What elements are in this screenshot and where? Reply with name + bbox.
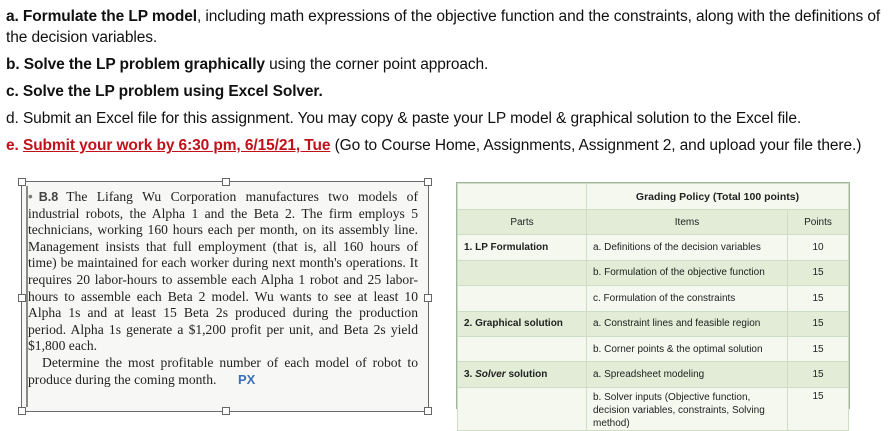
col-header-items: Items <box>587 210 788 235</box>
points-cell: 15 <box>788 387 849 430</box>
problem-text <box>28 189 418 390</box>
task-d-heading: d. <box>6 110 19 127</box>
table-row <box>458 260 849 285</box>
part-suffix: solution <box>505 369 548 381</box>
item-cell: a. Spreadsheet modeling <box>587 362 788 387</box>
resize-handle-left[interactable] <box>18 294 26 302</box>
px-icon <box>224 372 260 391</box>
points-cell: 15 <box>788 362 849 387</box>
resize-handle-bottom-left[interactable] <box>18 407 26 415</box>
task-e <box>6 135 884 156</box>
col-header-points: Points <box>788 210 849 235</box>
item-cell: a. Constraint lines and feasible region <box>587 311 788 336</box>
part-cell <box>458 362 587 387</box>
part-cell: 1. LP Formulation <box>458 235 587 260</box>
points-cell: 15 <box>788 311 849 336</box>
assignment-instructions <box>6 6 884 162</box>
part-prefix: 3. <box>464 369 476 381</box>
points-cell: 15 <box>788 260 849 285</box>
resize-handle-top-right[interactable] <box>424 178 432 186</box>
item-cell: c. Formulation of the constraints <box>587 286 788 311</box>
task-b-text: using the corner point approach. <box>264 56 489 73</box>
item-cell: b. Solver inputs (Objective function, decision variables, constraints, Solving method) <box>587 387 788 430</box>
points-cell: 15 <box>788 286 849 311</box>
points-cell: 15 <box>788 336 849 361</box>
problem-question-line <box>28 355 418 390</box>
item-cell: b. Formulation of the objective function <box>587 260 788 285</box>
table-row <box>458 311 849 336</box>
problem-image[interactable] <box>21 181 429 412</box>
task-a <box>6 6 884 48</box>
task-d <box>6 108 884 129</box>
problem-number: B.8 <box>38 190 59 204</box>
task-c <box>6 81 884 102</box>
part-solver: Solver <box>475 369 506 381</box>
task-e-heading: e. <box>6 137 19 154</box>
resize-handle-right[interactable] <box>424 294 432 302</box>
resize-handle-bottom-right[interactable] <box>424 407 432 415</box>
table-row <box>458 235 849 260</box>
table-row <box>458 362 849 387</box>
problem-question: Determine the most profitable number of each model of robot to produce during the coming month. <box>28 354 418 387</box>
task-a-heading: a. Formulate the LP model <box>6 8 198 25</box>
resize-handle-top[interactable] <box>222 178 230 186</box>
points-cell: 10 <box>788 235 849 260</box>
task-d-text: Submit an Excel file for this assignment. You may copy & paste your LP model & graphical solution to the Excel file. <box>18 110 802 127</box>
part-cell <box>458 336 587 361</box>
resize-handle-bottom[interactable] <box>222 407 230 415</box>
col-header-parts: Parts <box>458 210 587 235</box>
task-a-text: , including math expressions of the objective function and the constraints, along with the definitions of the decision variables. <box>6 8 881 46</box>
part-cell: 2. Graphical solution <box>458 311 587 336</box>
corner-cell <box>458 184 587 210</box>
task-c-heading: c. Solve the LP problem using Excel Solver. <box>6 83 323 100</box>
part-cell <box>458 286 587 311</box>
grading-policy-table <box>456 182 850 429</box>
part-cell <box>458 260 587 285</box>
grading-title: Grading Policy (Total 100 points) <box>587 184 849 210</box>
table-row <box>458 336 849 361</box>
resize-handle-top-left[interactable] <box>18 178 26 186</box>
table-row <box>458 387 849 430</box>
problem-statement: The Lifang Wu Corporation manufactures two models of industrial robots, the Alpha 1 and the Beta 2. The firm employs 5 technicians, working 160 hours each per month, on its assembly line. Management insists that full employment (that is, all 160 hours of time) be maintained for each worker during next month's operations. It requires 20 labor-hours to assemble each Alpha 1 robot and 25 labor-hours to assemble each Beta 2 model. Wu wants to see at least 10 Alpha 1s and at least 15 Beta 2s produced during the production period. Alpha 1s generate a $1,200 profit per unit, and Beta 2s yield $1,800 each. <box>28 189 418 354</box>
task-b <box>6 54 884 75</box>
item-cell: a. Definitions of the decision variables <box>587 235 788 260</box>
task-b-heading: b. Solve the LP problem graphically <box>6 56 265 73</box>
item-cell: b. Corner points & the optimal solution <box>587 336 788 361</box>
task-e-text: (Go to Course Home, Assignments, Assignment 2, and upload your file there.) <box>330 137 862 154</box>
part-cell <box>458 387 587 430</box>
problem-bullet: • <box>28 189 33 204</box>
px-icon-text: PX <box>237 371 256 386</box>
table-row <box>458 286 849 311</box>
submission-deadline-link[interactable]: Submit your work by 6:30 pm, 6/15/21, Tue <box>22 137 331 154</box>
